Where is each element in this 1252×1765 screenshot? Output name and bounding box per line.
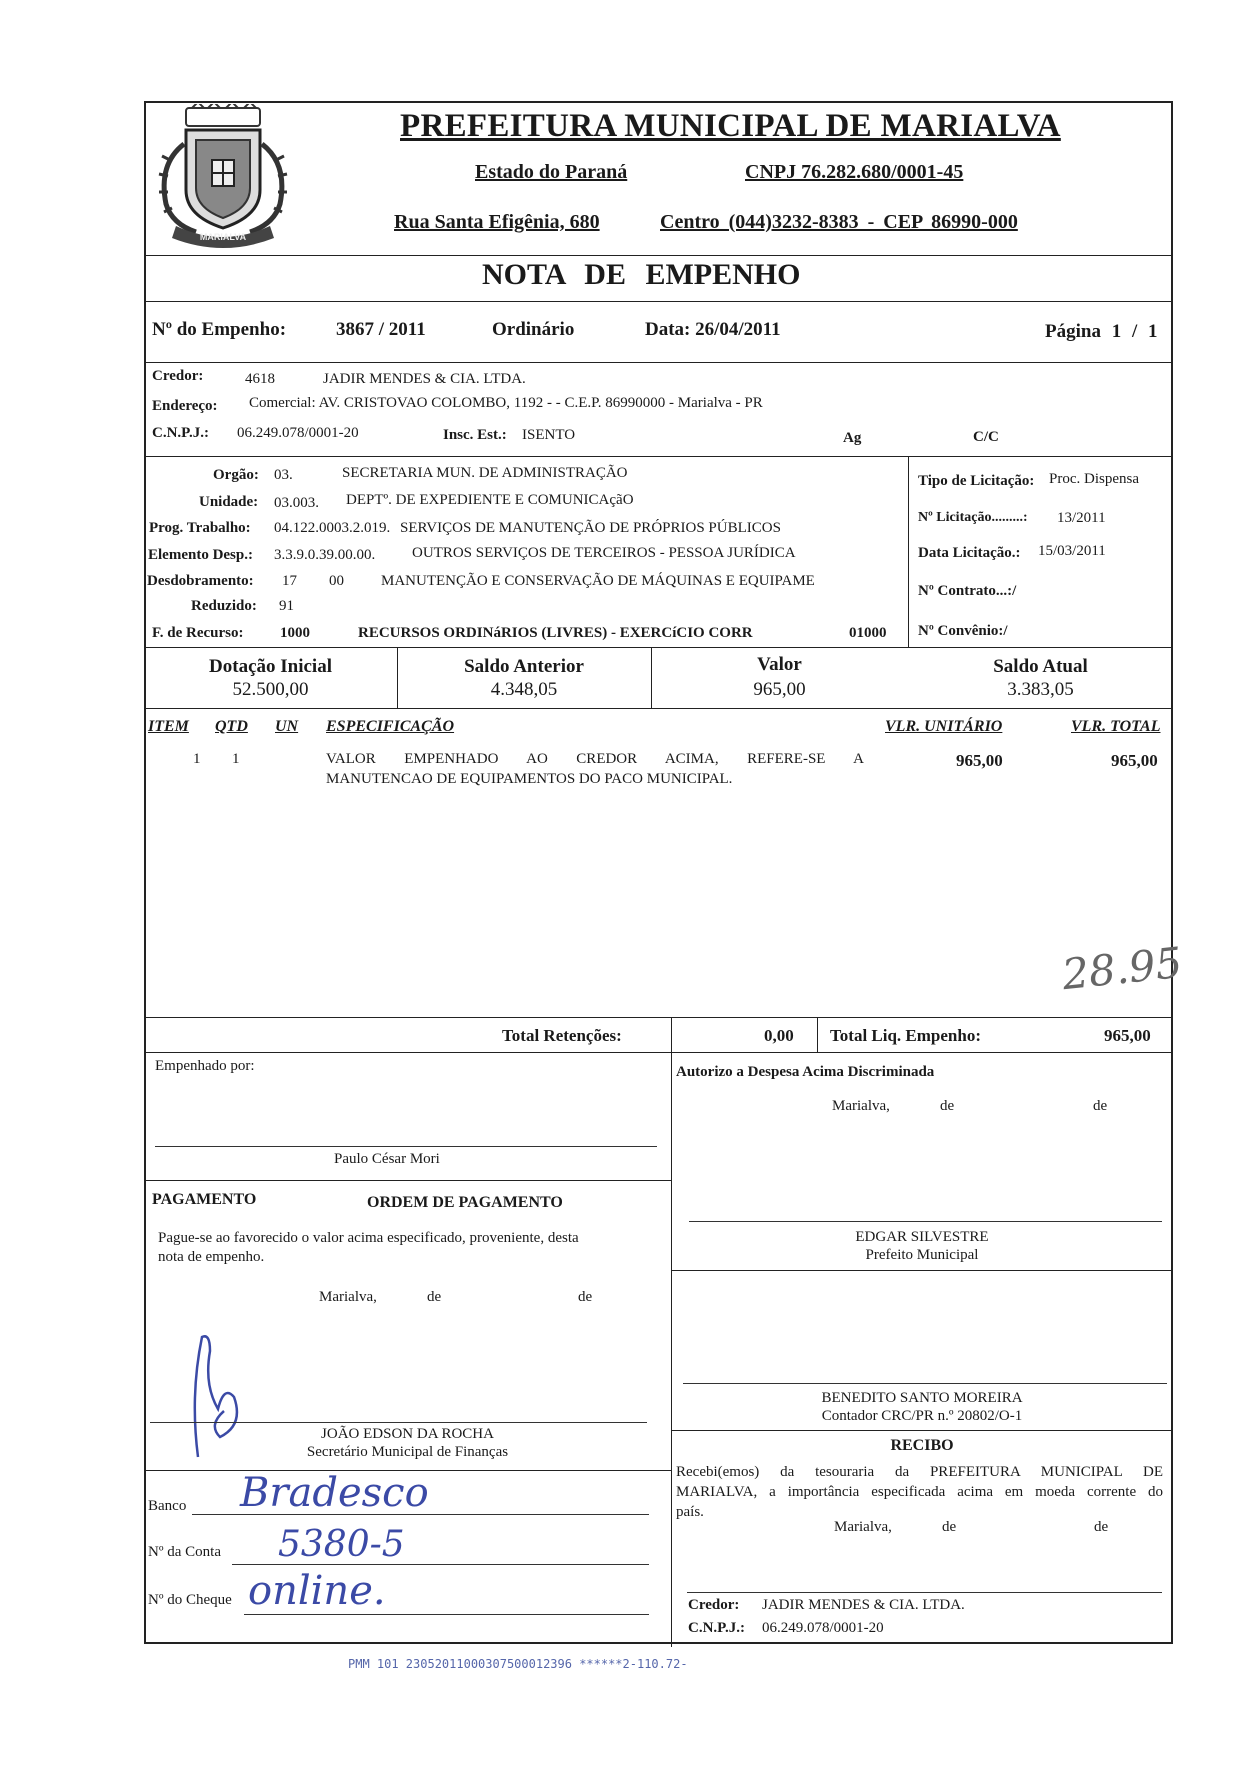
item-unit-value: 965,00 <box>956 751 1003 770</box>
insc-value: ISENTO <box>522 427 576 443</box>
secretario-role: Secretário Municipal de Finanças <box>306 1444 509 1460</box>
elemento-label: Elemento Desp.: <box>148 547 253 563</box>
contador-name: BENEDITO SANTO MOREIRA <box>821 1390 1023 1406</box>
desdobramento-code-1: 17 <box>282 573 297 589</box>
recibo-de-2: de <box>1094 1519 1109 1535</box>
cnpj-label: CNPJ 76.282.680/0001-45 <box>745 161 964 183</box>
recibo-credor-label: Credor: <box>688 1597 740 1613</box>
handwritten-note: 28.95 <box>1059 937 1185 1000</box>
total-liquido-value: 965,00 <box>1104 1026 1151 1045</box>
valor-value: 965,00 <box>753 679 806 700</box>
insc-label: Insc. Est.: <box>443 427 507 443</box>
pagamento-text-line-1: Pague-se ao favorecido o valor acima especificado, proveniente, desta <box>158 1230 579 1246</box>
cheque-label: Nº do Cheque <box>148 1592 232 1608</box>
ordem-pagamento-label: ORDEM DE PAGAMENTO <box>367 1194 563 1211</box>
recurso-name: RECURSOS ORDINáRIOS (LIVRES) - EXERCíCIO CORR <box>358 625 753 641</box>
empenho-number-label: Nº do Empenho: <box>152 319 287 340</box>
credor-cnpj: 06.249.078/0001-20 <box>237 425 359 441</box>
municipality-title: PREFEITURA MUNICIPAL DE MARIALVA <box>400 108 1061 144</box>
recibo-credor-name: JADIR MENDES & CIA. LTDA. <box>762 1597 965 1613</box>
total-retencoes-label: Total Retenções: <box>502 1026 622 1045</box>
recibo-line-1: Recebi(emos) da tesouraria da PREFEITURA MUNICIPAL DE <box>676 1464 1163 1480</box>
pagamento-city: Marialva, <box>319 1289 377 1305</box>
contador-role: Contador CRC/PR n.º 20802/O-1 <box>821 1408 1023 1424</box>
total-liquido-label: Total Liq. Empenho: <box>830 1026 981 1045</box>
contrato-label: Nº Contrato...:/ <box>918 583 1017 599</box>
numero-licitacao-label: Nº Licitação.........: <box>918 510 1028 525</box>
secretario-name: JOÃO EDSON DA ROCHA <box>321 1426 494 1442</box>
valor-label: Valor <box>757 654 802 675</box>
col-item: ITEM <box>148 718 189 735</box>
recurso-label: F. de Recurso: <box>152 625 244 641</box>
item-desc-line-2: MANUTENCAO DE EQUIPAMENTOS DO PACO MUNICIPAL. <box>326 771 733 787</box>
pagamento-de-1: de <box>427 1289 442 1305</box>
item-number: 1 <box>193 751 201 767</box>
recibo-de-1: de <box>942 1519 957 1535</box>
recurso-code: 1000 <box>280 625 310 641</box>
banco-label: Banco <box>148 1498 187 1514</box>
numero-licitacao-value: 13/2011 <box>1057 510 1106 526</box>
recibo-cnpj: 06.249.078/0001-20 <box>762 1620 884 1636</box>
empenhado-por-label: Empenhado por: <box>155 1058 255 1074</box>
dotacao-inicial-value: 52.500,00 <box>232 679 309 700</box>
credor-name: JADIR MENDES & CIA. LTDA. <box>323 371 526 387</box>
col-valor-unitario: VLR. UNITÁRIO <box>885 718 1003 735</box>
empenho-number: 3867 / 2011 <box>336 319 426 340</box>
agencia-label: Ag <box>843 430 862 446</box>
elemento-name: OUTROS SERVIÇOS DE TERCEIROS - PESSOA JURÍDICA <box>412 545 796 561</box>
endereco-label: Endereço: <box>152 398 218 414</box>
prog-trabalho-label: Prog. Trabalho: <box>149 520 251 536</box>
pagamento-text-line-2: nota de empenho. <box>158 1249 265 1265</box>
recibo-cnpj-label: C.N.P.J.: <box>688 1620 745 1636</box>
desdobramento-code-2: 00 <box>329 573 344 589</box>
data-licitacao-value: 15/03/2011 <box>1038 543 1106 559</box>
state-label: Estado do Paraná <box>475 161 628 183</box>
prefeito-name: EDGAR SILVESTRE <box>855 1229 989 1245</box>
col-un: UN <box>275 718 299 735</box>
conta-handwritten: 5380-5 <box>278 1524 405 1565</box>
tipo-licitacao-value: Proc. Dispensa <box>1049 471 1139 487</box>
empenhado-por-name: Paulo César Mori <box>334 1151 440 1167</box>
col-qtd: QTD <box>215 718 248 735</box>
credor-address: Comercial: AV. CRISTOVAO COLOMBO, 1192 - - C.E.P. 86990000 - Marialva - PR <box>249 395 763 411</box>
page-number: Página 1 / 1 <box>1045 321 1158 342</box>
saldo-anterior-value: 4.348,05 <box>490 679 558 700</box>
recibo-title: RECIBO <box>890 1437 954 1454</box>
orgao-label: Orgão: <box>213 467 259 483</box>
autorizo-label: Autorizo a Despesa Acima Discriminada <box>676 1064 935 1080</box>
recibo-city: Marialva, <box>834 1519 892 1535</box>
autorizo-de-1: de <box>940 1098 955 1114</box>
recibo-line-3: país. <box>676 1504 704 1520</box>
prefeito-role: Prefeito Municipal <box>865 1247 979 1263</box>
prog-trabalho-code: 04.122.0003.2.019. <box>274 520 391 536</box>
recurso-code-2: 01000 <box>849 625 887 641</box>
credor-code: 4618 <box>245 371 275 387</box>
saldo-atual-value: 3.383,05 <box>1007 679 1074 700</box>
empenho-date: Data: 26/04/2011 <box>645 319 781 340</box>
item-desc-line-1: VALOR EMPENHADO AO CREDOR ACIMA, REFERE-SE A <box>326 751 864 767</box>
item-total-value: 965,00 <box>1111 751 1158 770</box>
desdobramento-label: Desdobramento: <box>147 573 254 589</box>
tipo-licitacao-label: Tipo de Licitação: <box>918 473 1035 489</box>
orgao-code: 03. <box>274 467 293 483</box>
prog-trabalho-name: SERVIÇOS DE MANUTENÇÃO DE PRÓPRIOS PÚBLICOS <box>400 520 781 536</box>
col-especificacao: ESPECIFICAÇÃO <box>326 718 455 735</box>
desdobramento-name: MANUTENÇÃO E CONSERVAÇÃO DE MÁQUINAS E EQUIPAME <box>381 573 815 589</box>
data-licitacao-label: Data Licitação.: <box>918 545 1021 561</box>
empenho-type: Ordinário <box>492 319 575 340</box>
elemento-code: 3.3.9.0.39.00.00. <box>274 547 376 563</box>
address-label: Rua Santa Efigênia, 680 <box>394 211 600 233</box>
recibo-line-2: MARIALVA, a importância especificada acima em moeda corrente do <box>676 1484 1163 1500</box>
orgao-name: SECRETARIA MUN. DE ADMINISTRAÇÃO <box>342 465 628 481</box>
dotacao-inicial-label: Dotação Inicial <box>209 656 332 677</box>
item-qtd: 1 <box>232 751 240 767</box>
banco-handwritten: Bradesco <box>240 1470 429 1516</box>
credor-label: Credor: <box>152 368 204 384</box>
autorizo-de-2: de <box>1093 1098 1108 1114</box>
saldo-anterior-label: Saldo Anterior <box>464 656 584 677</box>
pagamento-label: PAGAMENTO <box>152 1191 257 1208</box>
total-retencoes-value: 0,00 <box>764 1026 794 1045</box>
conta-label: Nº da Conta <box>148 1544 221 1560</box>
contact-label: Centro (044)3232-8383 - CEP 86990-000 <box>660 211 1018 233</box>
reduzido-label: Reduzido: <box>191 598 257 614</box>
bank-authentication-stamp: PMM 101 23052011000307500012396 ******2-110.72- <box>348 1657 688 1671</box>
unidade-name: DEPTº. DE EXPEDIENTE E COMUNICAçãO <box>346 492 634 508</box>
svg-text:MARIALVA: MARIALVA <box>199 232 247 242</box>
unidade-code: 03.003. <box>274 495 319 511</box>
conta-corrente-label: C/C <box>973 429 999 445</box>
document-title: NOTA DE EMPENHO <box>482 258 801 291</box>
saldo-atual-label: Saldo Atual <box>993 656 1088 677</box>
unidade-label: Unidade: <box>199 494 259 510</box>
col-valor-total: VLR. TOTAL <box>1071 718 1161 735</box>
convenio-label: Nº Convênio:/ <box>918 623 1008 639</box>
pagamento-de-2: de <box>578 1289 593 1305</box>
autorizo-city: Marialva, <box>832 1098 890 1114</box>
reduzido-value: 91 <box>279 598 294 614</box>
credor-cnpj-label: C.N.P.J.: <box>152 425 209 441</box>
cheque-handwritten: online. <box>248 1568 386 1614</box>
